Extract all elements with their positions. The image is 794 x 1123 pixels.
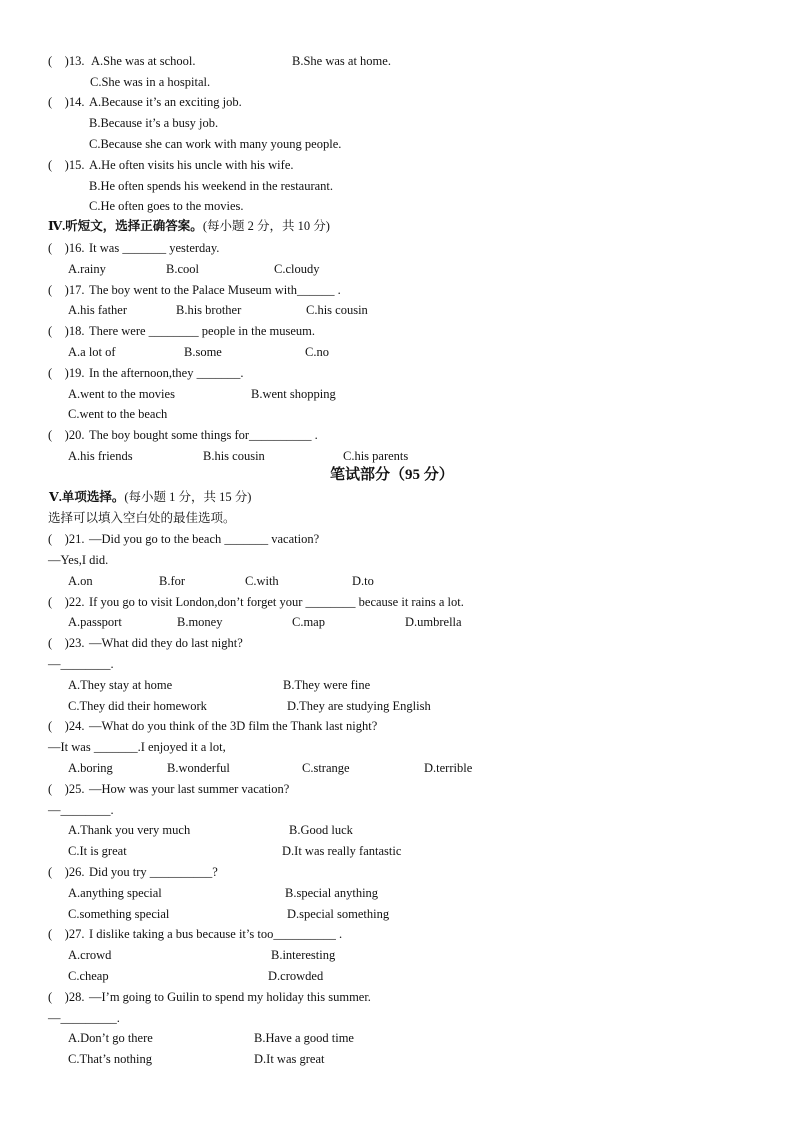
q26-number: ( )26. bbox=[48, 865, 85, 879]
q27-option-b: B.interesting bbox=[271, 948, 336, 962]
q17-option-c: C.his cousin bbox=[306, 303, 368, 317]
q24-option-c: C.strange bbox=[302, 761, 350, 775]
q23-option-a: A.They stay at home bbox=[68, 678, 173, 692]
q19-option-b: B.went shopping bbox=[251, 387, 336, 401]
q21-option-b: B.for bbox=[159, 574, 186, 588]
q21-number: ( )21. bbox=[48, 532, 85, 546]
q22-option-b: B.money bbox=[177, 615, 223, 629]
q28-stem: —I’m going to Guilin to spend my holiday this summer. bbox=[89, 990, 371, 1004]
q21-option-c: C.with bbox=[245, 574, 279, 588]
q26-option-a: A.anything special bbox=[68, 886, 162, 900]
q24-reply: —It was _______.I enjoyed it a lot, bbox=[48, 740, 226, 754]
q13-option-a: A.She was at school. bbox=[91, 54, 196, 68]
section-5-heading bbox=[49, 490, 251, 505]
q17-stem: The boy went to the Palace Museum with______ . bbox=[89, 283, 341, 297]
q20-number: ( )20. bbox=[48, 428, 85, 442]
q14-number: ( )14. bbox=[48, 95, 85, 109]
q28-option-a: A.Don’t go there bbox=[68, 1031, 153, 1045]
q18-option-c: C.no bbox=[305, 345, 329, 359]
q24-option-b: B.wonderful bbox=[167, 761, 230, 775]
q20-stem: The boy bought some things for__________ . bbox=[89, 428, 318, 442]
q22-number: ( )22. bbox=[48, 595, 85, 609]
q17-option-a: A.his father bbox=[68, 303, 128, 317]
q28-option-c: C.That’s nothing bbox=[68, 1052, 153, 1066]
q25-option-a: A.Thank you very much bbox=[68, 823, 191, 837]
q27-option-a: A.crowd bbox=[68, 948, 112, 962]
q27-option-d: D.crowded bbox=[268, 969, 324, 983]
q21-reply: —Yes,I did. bbox=[48, 553, 109, 567]
q17-option-b: B.his brother bbox=[176, 303, 242, 317]
section-4-heading bbox=[48, 219, 330, 234]
q14-option-b: B.Because it’s a busy job. bbox=[89, 116, 219, 130]
q20-option-b: B.his cousin bbox=[203, 449, 265, 463]
q15-option-a: A.He often visits his uncle with his wife. bbox=[89, 158, 294, 172]
q24-option-a: A.boring bbox=[68, 761, 113, 775]
q15-option-c: C.He often goes to the movies. bbox=[89, 199, 244, 213]
section-5-label: Ⅴ.单项选择。 bbox=[49, 490, 125, 504]
q23-stem: —What did they do last night? bbox=[89, 636, 243, 650]
q16-option-b: B.cool bbox=[166, 262, 199, 276]
section-4-score: (每小题 2 分，共 10 分) bbox=[202, 219, 330, 233]
q26-option-b: B.special anything bbox=[285, 886, 379, 900]
q18-option-a: A.a lot of bbox=[68, 345, 116, 359]
section-5-instruction: 选择可以填入空白处的最佳选项。 bbox=[48, 511, 236, 525]
q23-reply: —________. bbox=[48, 657, 114, 671]
q22-stem: If you go to visit London,don’t forget your ________ because it rains a lot. bbox=[89, 595, 464, 609]
q23-number: ( )23. bbox=[48, 636, 85, 650]
q21-option-d: D.to bbox=[352, 574, 374, 588]
q13-number: ( )13. bbox=[48, 54, 85, 68]
q28-option-b: B.Have a good time bbox=[254, 1031, 354, 1045]
q18-option-b: B.some bbox=[184, 345, 222, 359]
q16-stem: It was _______ yesterday. bbox=[89, 241, 220, 255]
q14-option-a: A.Because it’s an exciting job. bbox=[89, 95, 242, 109]
q28-reply: —_________. bbox=[48, 1011, 120, 1025]
q27-number: ( )27. bbox=[48, 927, 85, 941]
q21-stem: —Did you go to the beach _______ vacation? bbox=[89, 532, 320, 546]
q25-stem: —How was your last summer vacation? bbox=[89, 782, 290, 796]
q25-reply: —________. bbox=[48, 803, 114, 817]
q16-option-c: C.cloudy bbox=[274, 262, 320, 276]
q25-option-b: B.Good luck bbox=[289, 823, 353, 837]
q17-number: ( )17. bbox=[48, 283, 85, 297]
q26-stem: Did you try __________? bbox=[89, 865, 218, 879]
q24-option-d: D.terrible bbox=[424, 761, 473, 775]
q19-option-c: C.went to the beach bbox=[68, 407, 168, 421]
written-part-title: 笔试部分（95 分） bbox=[330, 467, 454, 483]
q22-option-d: D.umbrella bbox=[405, 615, 462, 629]
q18-number: ( )18. bbox=[48, 324, 85, 338]
q14-option-c: C.Because she can work with many young people. bbox=[89, 137, 342, 151]
q16-number: ( )16. bbox=[48, 241, 85, 255]
q19-stem: In the afternoon,they _______. bbox=[89, 366, 244, 380]
q22-option-a: A.passport bbox=[68, 615, 122, 629]
q26-option-d: D.special something bbox=[287, 907, 390, 921]
q23-option-c: C.They did their homework bbox=[68, 699, 207, 713]
q16-option-a: A.rainy bbox=[68, 262, 106, 276]
q25-number: ( )25. bbox=[48, 782, 85, 796]
q13-option-c: C.She was in a hospital. bbox=[90, 75, 211, 89]
q24-stem: —What do you think of the 3D film the Thank last night? bbox=[89, 719, 378, 733]
q23-option-b: B.They were fine bbox=[283, 678, 371, 692]
q20-option-a: A.his friends bbox=[68, 449, 133, 463]
q24-number: ( )24. bbox=[48, 719, 85, 733]
q21-option-a: A.on bbox=[68, 574, 93, 588]
q20-option-c: C.his parents bbox=[343, 449, 409, 463]
q19-option-a: A.went to the movies bbox=[68, 387, 175, 401]
q25-option-d: D.It was really fantastic bbox=[282, 844, 402, 858]
section-4-label: Ⅳ.听短文，选择正确答案。 bbox=[48, 219, 203, 233]
q26-option-c: C.something special bbox=[68, 907, 170, 921]
q25-option-c: C.It is great bbox=[68, 844, 127, 858]
q27-stem: I dislike taking a bus because it’s too__________ . bbox=[89, 927, 343, 941]
q15-number: ( )15. bbox=[48, 158, 85, 172]
q28-number: ( )28. bbox=[48, 990, 85, 1004]
q13-option-b: B.She was at home. bbox=[292, 54, 391, 68]
q23-option-d: D.They are studying English bbox=[287, 699, 431, 713]
q18-stem: There were ________ people in the museum. bbox=[89, 324, 315, 338]
section-5-score: (每小题 1 分，共 15 分) bbox=[124, 490, 252, 504]
q27-option-c: C.cheap bbox=[68, 969, 109, 983]
q22-option-c: C.map bbox=[292, 615, 325, 629]
q19-number: ( )19. bbox=[48, 366, 85, 380]
q28-option-d: D.It was great bbox=[254, 1052, 325, 1066]
q15-option-b: B.He often spends his weekend in the restaurant. bbox=[89, 179, 334, 193]
